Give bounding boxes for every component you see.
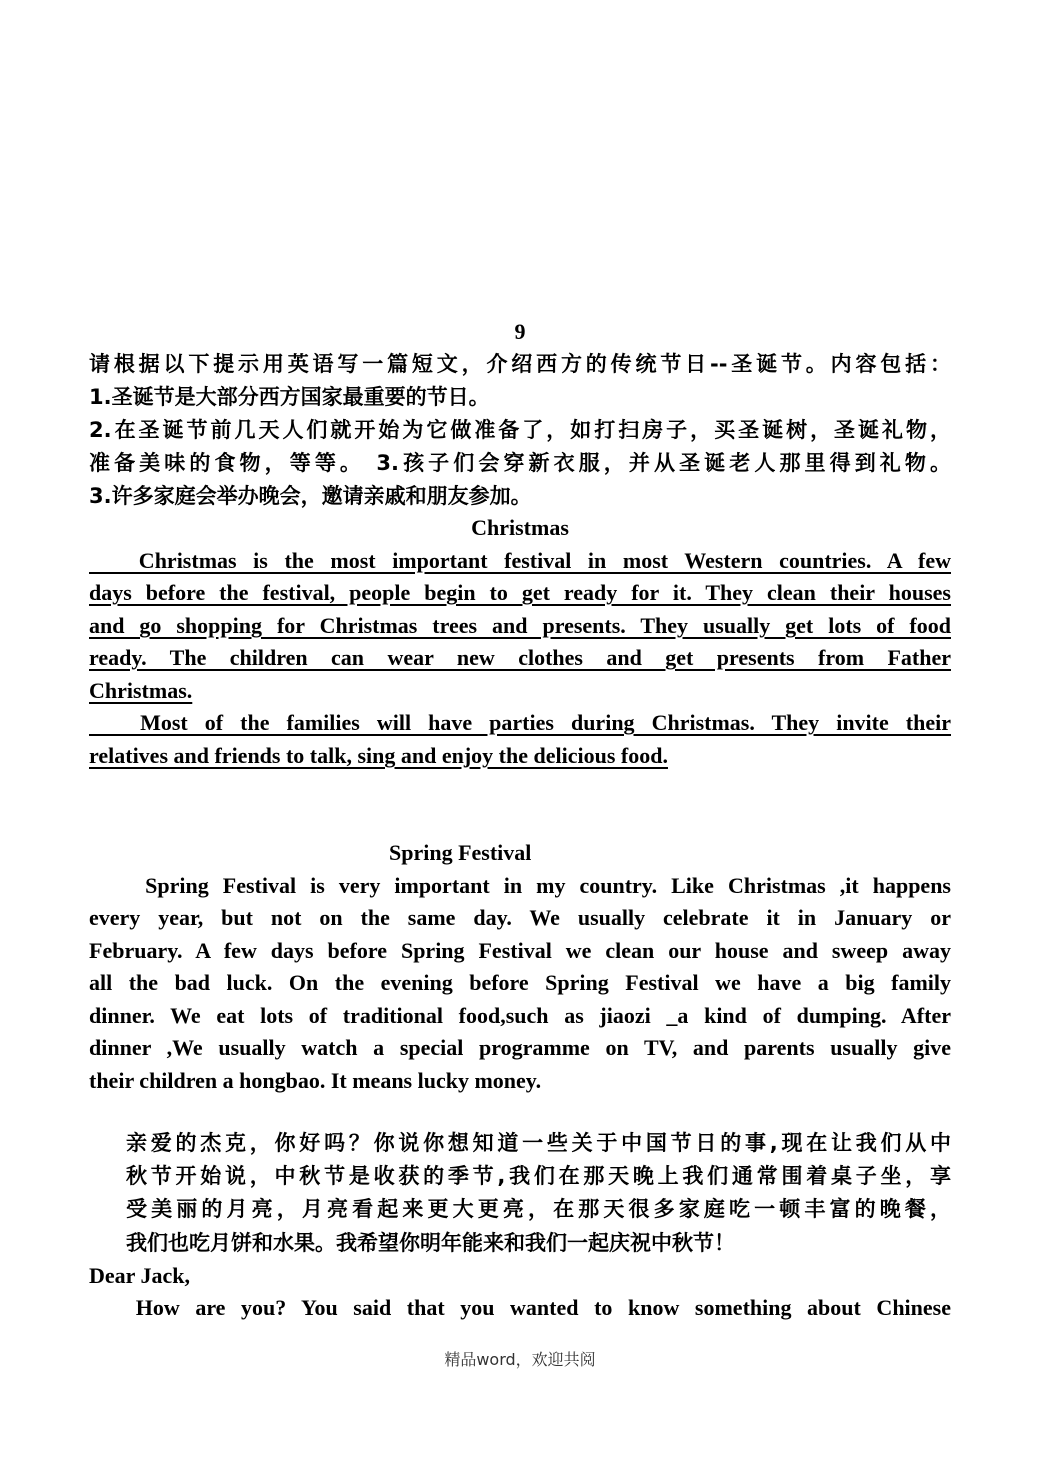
page-footer: 精品word，欢迎共阅 bbox=[444, 1350, 596, 1369]
spring-line-1: Spring Festival is very important in my country. Like Christmas ,it happens bbox=[89, 873, 951, 898]
spring-line-6: dinner ,We usually watch a special programme on TV, and parents usually give bbox=[89, 1035, 951, 1060]
prompt-line-5: 3.许多家庭会举办晚会，邀请亲戚和朋友参加。 bbox=[89, 484, 532, 508]
christmas-line-7: relatives and friends to talk, sing and enjoy the delicious food. bbox=[89, 743, 668, 768]
letter-prompt-line-1: 亲爱的杰克，你好吗？你说你想知道一些关于中国节日的事,现在让我们从中 bbox=[126, 1131, 951, 1155]
prompt-line-3: 2.在圣诞节前几天人们就开始为它做准备了，如打扫房子，买圣诞树，圣诞礼物， bbox=[89, 418, 951, 442]
prompt-line-4: 准备美味的食物，等等。 3.孩子们会穿新衣服，并从圣诞老人那里得到礼物。 bbox=[89, 451, 951, 475]
christmas-line-5: Christmas. bbox=[89, 678, 193, 703]
christmas-line-6: Most of the families will have parties during Christmas. They invite their bbox=[89, 710, 951, 735]
spring-line-5: dinner. We eat lots of traditional food,such as jiaozi _a kind of dumping. After bbox=[89, 1003, 951, 1028]
spring-line-3: February. A few days before Spring Festival we clean our house and sweep away bbox=[89, 938, 951, 963]
christmas-title: Christmas bbox=[471, 515, 569, 540]
page-number: 9 bbox=[514, 319, 526, 344]
spring-line-4: all the bad luck. On the evening before Spring Festival we have a big family bbox=[89, 970, 951, 995]
letter-prompt-line-2: 秋节开始说，中秋节是收获的季节,我们在那天晚上我们通常围着桌子坐，享 bbox=[126, 1164, 951, 1188]
spring-line-7: their children a hongbao. It means lucky money. bbox=[89, 1068, 542, 1093]
christmas-line-4: ready. The children can wear new clothes and get presents from Father bbox=[89, 645, 951, 670]
letter-line-1: How are you? You said that you wanted to know something about Chinese bbox=[89, 1295, 951, 1320]
letter-prompt-line-3: 受美丽的月亮，月亮看起来更大更亮，在那天很多家庭吃一顿丰富的晚餐， bbox=[126, 1197, 951, 1221]
letter-prompt-line-4: 我们也吃月饼和水果。我希望你明年能来和我们一起庆祝中秋节！ bbox=[126, 1231, 735, 1255]
christmas-line-3: and go shopping for Christmas trees and presents. They usually get lots of food bbox=[89, 613, 951, 638]
spring-title: Spring Festival bbox=[389, 840, 532, 865]
letter-salutation: Dear Jack, bbox=[89, 1263, 191, 1288]
spring-line-2: every year, but not on the same day. We usually celebrate it in January or bbox=[89, 905, 951, 930]
christmas-line-1: Christmas is the most important festival in most Western countries. A few bbox=[89, 548, 951, 573]
christmas-line-2: days before the festival, people begin to get ready for it. They clean their houses bbox=[89, 580, 951, 605]
prompt-line-1: 请根据以下提示用英语写一篇短文，介绍西方的传统节日--圣诞节。内容包括： bbox=[89, 352, 951, 376]
prompt-line-2: 1.圣诞节是大部分西方国家最重要的节日。 bbox=[89, 385, 490, 409]
